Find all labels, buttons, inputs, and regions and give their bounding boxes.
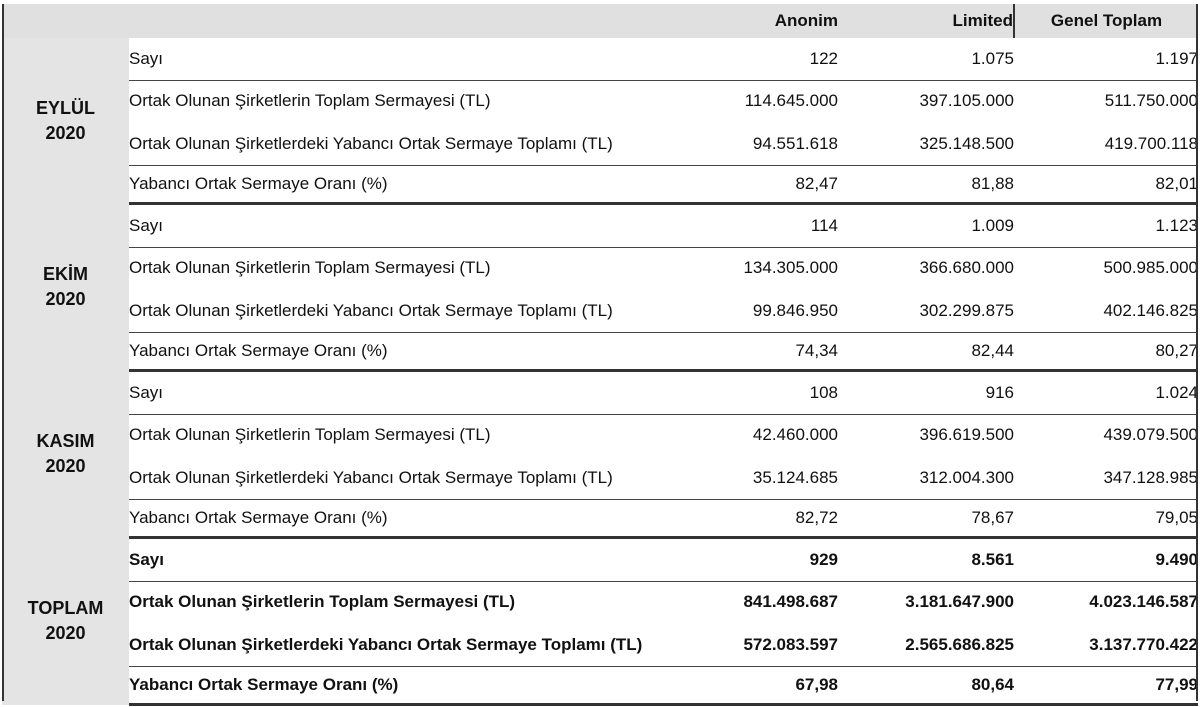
cell-anonim: 841.498.687 bbox=[743, 592, 838, 611]
row-label: Ortak Olunan Şirketlerdeki Yabancı Ortak Sermaye Toplamı (TL) bbox=[129, 455, 692, 500]
group-year: 2020 bbox=[45, 623, 86, 643]
table-row bbox=[2, 204, 1198, 248]
cell-limited: 82,44 bbox=[838, 333, 1014, 371]
group-period: EKİM bbox=[43, 264, 88, 284]
group-label bbox=[2, 538, 129, 705]
table-row bbox=[2, 333, 1198, 371]
cell-total: 3.137.770.422 bbox=[1014, 622, 1198, 667]
cell-limited: 396.619.500 bbox=[919, 425, 1014, 444]
cell-total: 80,27 bbox=[1014, 333, 1198, 371]
statistics-table bbox=[2, 4, 1198, 706]
cell-anonim: 122 bbox=[692, 38, 838, 81]
row-label: Ortak Olunan Şirketlerin Toplam Sermayesi (TL) bbox=[129, 592, 516, 611]
cell-limited: 1.075 bbox=[838, 38, 1014, 81]
cell-total: 77,99 bbox=[1014, 667, 1198, 705]
cell-limited: 366.680.000 bbox=[919, 258, 1014, 277]
cell-limited: 397.105.000 bbox=[919, 91, 1014, 110]
group-period: EYLÜL bbox=[35, 97, 95, 118]
group-year: 2020 bbox=[45, 122, 86, 143]
cell-anonim: 82,72 bbox=[692, 500, 838, 538]
table-row bbox=[2, 622, 1198, 667]
table-row bbox=[2, 371, 1198, 415]
cell-limited: 312.004.300 bbox=[838, 455, 1014, 500]
cell-anonim: 74,34 bbox=[692, 333, 838, 371]
cell-anonim: 929 bbox=[692, 538, 838, 582]
table-row bbox=[2, 121, 1198, 166]
row-label: Yabancı Ortak Sermaye Oranı (%) bbox=[129, 667, 692, 705]
cell-anonim: 99.846.950 bbox=[692, 288, 838, 333]
table-row bbox=[2, 38, 1198, 81]
cell-anonim: 67,98 bbox=[692, 667, 838, 705]
cell-total: 9.490 bbox=[1014, 538, 1198, 582]
cell-anonim: 114 bbox=[692, 204, 838, 248]
header-anonim: Anonim bbox=[692, 4, 838, 38]
table-row bbox=[2, 166, 1198, 204]
row-label: Ortak Olunan Şirketlerdeki Yabancı Ortak Sermaye Toplamı (TL) bbox=[129, 121, 692, 166]
table-row bbox=[2, 667, 1198, 705]
cell-limited: 325.148.500 bbox=[838, 121, 1014, 166]
table-row bbox=[2, 582, 1198, 623]
cell-limited: 2.565.686.825 bbox=[838, 622, 1014, 667]
row-label: Ortak Olunan Şirketlerdeki Yabancı Ortak Sermaye Toplamı (TL) bbox=[129, 288, 692, 333]
cell-limited: 916 bbox=[838, 371, 1014, 415]
group-kasim bbox=[2, 371, 1198, 538]
row-label: Yabancı Ortak Sermaye Oranı (%) bbox=[129, 500, 692, 538]
cell-anonim: 42.460.000 bbox=[752, 425, 838, 444]
table-row bbox=[2, 288, 1198, 333]
cell-limited: 78,67 bbox=[838, 500, 1014, 538]
cell-total: 82,01 bbox=[1014, 166, 1198, 204]
row-label: Ortak Olunan Şirketlerdeki Yabancı Ortak Sermaye Toplamı (TL) bbox=[129, 622, 692, 667]
cell-total: 1.024 bbox=[1014, 371, 1198, 415]
cell-total: 511.750.000 bbox=[1104, 91, 1198, 110]
cell-limited: 1.009 bbox=[838, 204, 1014, 248]
row-label: Ortak Olunan Şirketlerin Toplam Sermayesi (TL) bbox=[129, 425, 491, 444]
cell-anonim: 82,47 bbox=[692, 166, 838, 204]
header-blank bbox=[2, 4, 692, 38]
group-toplam bbox=[2, 538, 1198, 705]
table-row bbox=[2, 248, 1198, 289]
group-label bbox=[2, 204, 129, 371]
row-label: Sayı bbox=[129, 38, 692, 81]
cell-anonim: 572.083.597 bbox=[692, 622, 838, 667]
row-label: Sayı bbox=[129, 204, 692, 248]
table-row bbox=[2, 415, 1198, 456]
cell-total: 1.123 bbox=[1014, 204, 1198, 248]
cell-limited: 8.561 bbox=[838, 538, 1014, 582]
group-year: 2020 bbox=[45, 289, 86, 309]
cell-total: 347.128.985 bbox=[1014, 455, 1198, 500]
cell-total: 79,05 bbox=[1014, 500, 1198, 538]
row-label: Yabancı Ortak Sermaye Oranı (%) bbox=[129, 333, 692, 371]
cell-anonim: 35.124.685 bbox=[692, 455, 838, 500]
table-row bbox=[2, 81, 1198, 122]
cell-anonim: 114.645.000 bbox=[744, 91, 838, 110]
group-eki̇m bbox=[2, 204, 1198, 371]
row-label: Ortak Olunan Şirketlerin Toplam Sermayesi (TL) bbox=[129, 258, 491, 277]
table-row bbox=[2, 538, 1198, 582]
row-label: Sayı bbox=[129, 371, 692, 415]
table-row bbox=[2, 455, 1198, 500]
group-period: KASIM bbox=[36, 431, 95, 451]
cell-total: 402.146.825 bbox=[1014, 288, 1198, 333]
cell-total: 1.197 bbox=[1014, 38, 1198, 81]
header-genel-toplam: Genel Toplam bbox=[1014, 4, 1198, 38]
group-year: 2020 bbox=[45, 456, 86, 476]
group-eylül bbox=[2, 38, 1198, 204]
cell-anonim: 94.551.618 bbox=[692, 121, 838, 166]
cell-total: 439.079.500 bbox=[1103, 425, 1198, 444]
row-label: Ortak Olunan Şirketlerin Toplam Sermayesi (TL) bbox=[129, 91, 491, 110]
cell-total: 500.985.000 bbox=[1103, 258, 1198, 277]
cell-limited: 80,64 bbox=[838, 667, 1014, 705]
cell-anonim: 134.305.000 bbox=[743, 258, 838, 277]
row-label: Yabancı Ortak Sermaye Oranı (%) bbox=[129, 166, 692, 204]
cell-total: 4.023.146.587 bbox=[1089, 592, 1198, 611]
header-limited: Limited bbox=[838, 4, 1014, 38]
header-row bbox=[2, 4, 1198, 38]
cell-limited: 3.181.647.900 bbox=[905, 592, 1014, 611]
cell-anonim: 108 bbox=[692, 371, 838, 415]
group-label bbox=[2, 38, 129, 204]
cell-total: 419.700.118 bbox=[1014, 121, 1198, 166]
group-period: TOPLAM bbox=[27, 598, 104, 618]
group-label bbox=[2, 371, 129, 538]
row-label: Sayı bbox=[129, 538, 692, 582]
cell-limited: 81,88 bbox=[838, 166, 1014, 204]
table-row bbox=[2, 500, 1198, 538]
cell-limited: 302.299.875 bbox=[838, 288, 1014, 333]
